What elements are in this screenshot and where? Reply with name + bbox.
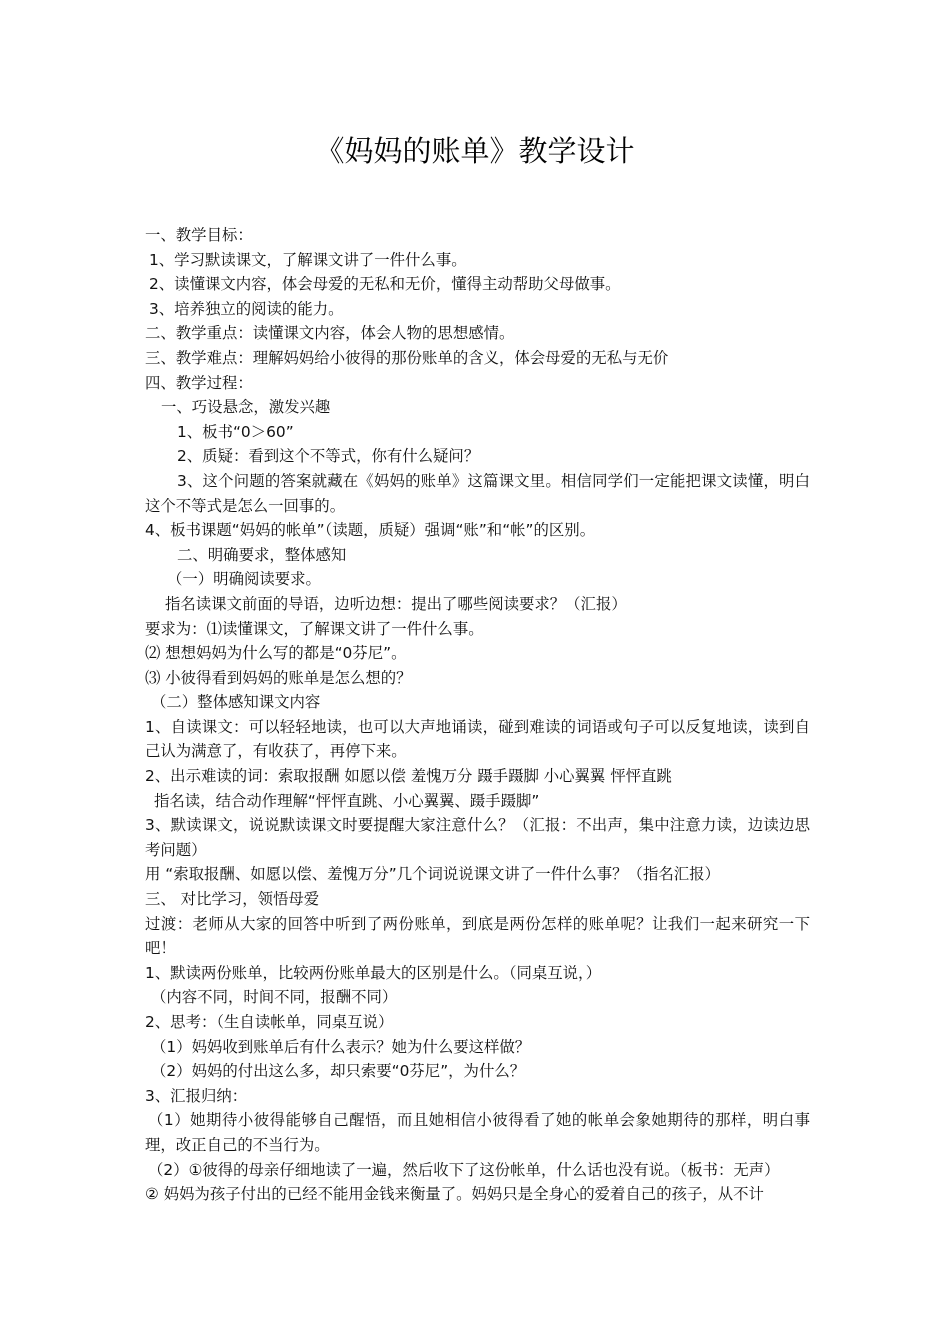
paragraph: 二、明确要求，整体感知 [177,545,347,564]
paragraph: （二）整体感知课文内容 [151,693,321,712]
paragraph: 4、板书课题“妈妈的帐单”（读题，质疑）强调“账”和“帐”的区别。 [145,521,596,540]
paragraph: 2、出示难读的词：索取报酬 如愿以偿 羞愧万分 蹑手蹑脚 小心翼翼 怦怦直跳 [145,767,672,786]
paragraph: （内容不同，时间不同，报酬不同） [151,988,398,1007]
paragraph: （2）妈妈的付出这么多，却只索要“0芬尼”，为什么？ [151,1062,526,1081]
paragraph: 四、教学过程： [145,373,253,392]
paragraph: 3、默读课文，说说默读课文时要提醒大家注意什么？（汇报：不出声，集中注意力读，边读边思考问题） [145,816,810,859]
paragraph: 2、质疑：看到这个不等式，你有什么疑问？ [177,447,480,466]
paragraph: 1、自读课文：可以轻轻地读，也可以大声地诵读，碰到难读的词语或句子可以反复地读，读到自己认为满意了，有收获了，再停下来。 [145,717,810,761]
paragraph: 3、培养独立的阅读的能力。 [149,299,344,318]
page-title: 《妈妈的账单》教学设计 [315,134,635,168]
paragraph: 一、巧设悬念，激发兴趣 [161,398,331,417]
paragraph: 2、读懂课文内容，体会母爱的无私和无价，懂得主动帮助父母做事。 [149,275,621,294]
paragraph: 一、教学目标： [145,226,253,244]
paragraph: 过渡：老师从大家的回答中听到了两份账单，到底是两份怎样的账单呢？让我们一起来研究一下吧！ [145,914,810,958]
paragraph: ⑶ 小彼得看到妈妈的账单是怎么想的？ [145,668,412,687]
paragraph: 要求为：⑴读懂课文，了解课文讲了一件什么事。 [145,619,484,638]
document-body [145,223,810,1207]
paragraph: 用 “索取报酬、如愿以偿、羞愧万分”几个词说说课文讲了一件什么事？（指名汇报） [145,865,720,884]
paragraph: 三、教学难点：理解妈妈给小彼得的那份账单的含义，体会母爱的无私与无价 [145,348,669,367]
paragraph: （2）①彼得的母亲仔细地读了一遍，然后收下了这份帐单，什么话也没有说。（板书：无声） [148,1160,780,1179]
paragraph: 1、默读两份账单，比较两份账单最大的区别是什么。（同桌互说，） [145,963,602,982]
paragraph: （1）她期待小彼得能够自己醒悟，而且她相信小彼得看了她的帐单会象她期待的那样，明白事理，改正自己的不当行为。 [145,1111,810,1154]
paragraph: 指名读课文前面的导语，边听边想：提出了哪些阅读要求？（汇报） [165,594,627,613]
paragraph: （一）明确阅读要求。 [167,570,321,589]
paragraph: ② 妈妈为孩子付出的已经不能用金钱来衡量了。妈妈只是全身心的爱着自己的孩子，从不计 [145,1185,764,1204]
paragraph: 1、学习默读课文，了解课文讲了一件什么事。 [149,250,467,269]
paragraph: ⑵ 想想妈妈为什么写的都是“0芬尼”。 [145,644,407,663]
paragraph: （1）妈妈收到账单后有什么表示？她为什么要这样做？ [151,1037,531,1056]
paragraph: 二、教学重点：读懂课文内容，体会人物的思想感情。 [145,324,515,343]
paragraph: 指名读，结合动作理解“怦怦直跳、小心翼翼、蹑手蹑脚” [154,791,540,810]
paragraph: 2、思考：（生自读帐单，同桌互说） [145,1013,394,1031]
paragraph: 3、汇报归纳： [145,1086,248,1105]
paragraph: 三、 对比学习，领悟母爱 [145,890,320,909]
paragraph: 3、这个问题的答案就藏在《妈妈的账单》这篇课文里。相信同学们一定能把课文读懂，明白这个不等式是怎么一回事的。 [145,471,810,515]
paragraph: 1、板书“0＞60” [177,422,294,441]
